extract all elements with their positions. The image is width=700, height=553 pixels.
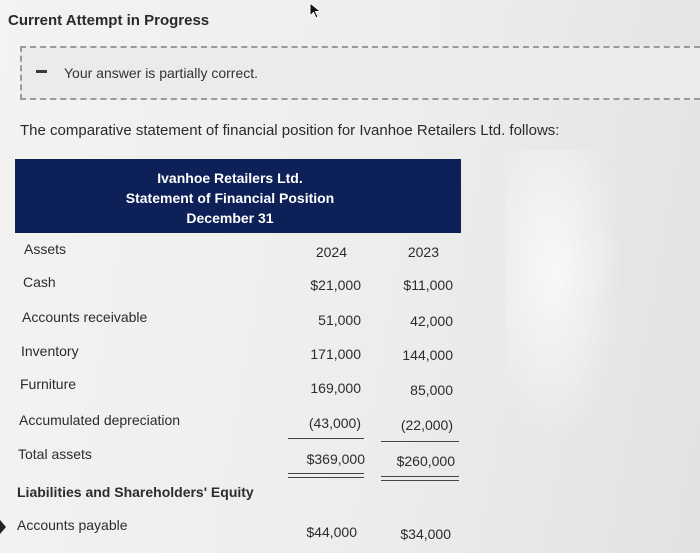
- row-label: Accounts receivable: [22, 309, 148, 325]
- feedback-message: Your answer is partially correct.: [64, 65, 259, 81]
- value-2024: $369,000: [306, 451, 365, 467]
- year-2023-header: 2023: [407, 244, 439, 260]
- row-label: Furniture: [20, 376, 77, 392]
- question-intro: The comparative statement of financial position for Ivanhoe Retailers Ltd. follows:: [20, 122, 560, 139]
- value-2024: 169,000: [310, 380, 361, 396]
- value-2024: 171,000: [310, 346, 361, 362]
- row-label: Total assets: [18, 446, 92, 462]
- value-2023: (22,000): [400, 417, 453, 433]
- value-2023: 42,000: [410, 313, 453, 329]
- row-label: Accumulated depreciation: [19, 412, 181, 428]
- statement-header: [15, 159, 461, 233]
- attempt-title: Current Attempt in Progress: [8, 12, 210, 29]
- assets-heading: Assets: [24, 241, 67, 257]
- value-2024: $44,000: [306, 524, 357, 540]
- value-2024: 51,000: [318, 312, 361, 328]
- table-row: [15, 340, 461, 370]
- column-header-row: [15, 237, 461, 267]
- company-name: Ivanhoe Retailers Ltd.: [157, 170, 303, 186]
- value-2023: $260,000: [396, 453, 455, 469]
- statement-date: December 31: [186, 210, 274, 226]
- total-double-underline-2024: [288, 473, 364, 478]
- table-row: [15, 516, 461, 546]
- value-2023: 144,000: [402, 347, 453, 363]
- table-row: [15, 374, 461, 404]
- value-2024: (43,000): [308, 415, 361, 431]
- minus-icon: [36, 70, 47, 73]
- table-row: [15, 306, 461, 336]
- total-double-underline-2023: [381, 476, 459, 481]
- statement-title: Statement of Financial Position: [125, 190, 335, 206]
- value-2023: $11,000: [403, 277, 453, 293]
- value-2023: 85,000: [410, 382, 453, 398]
- table-row: [15, 271, 461, 301]
- liabilities-heading-row: [15, 483, 461, 513]
- subtotal-underline-2024: [288, 438, 364, 439]
- total-assets-row: [15, 445, 461, 475]
- mouse-pointer-icon: [309, 2, 323, 20]
- table-row: [15, 410, 461, 440]
- value-2023: $34,000: [400, 526, 451, 542]
- screen-glare: [505, 150, 625, 450]
- subtotal-underline-2023: [381, 441, 459, 442]
- triangle-right-icon[interactable]: [0, 520, 6, 534]
- value-2024: $21,000: [310, 277, 361, 293]
- row-label: Inventory: [21, 343, 79, 359]
- row-label: Accounts payable: [17, 517, 128, 533]
- row-label: Cash: [23, 274, 56, 290]
- feedback-box: [20, 46, 700, 100]
- year-2024-header: 2024: [315, 244, 347, 260]
- liabilities-heading: Liabilities and Shareholders' Equity: [17, 484, 254, 500]
